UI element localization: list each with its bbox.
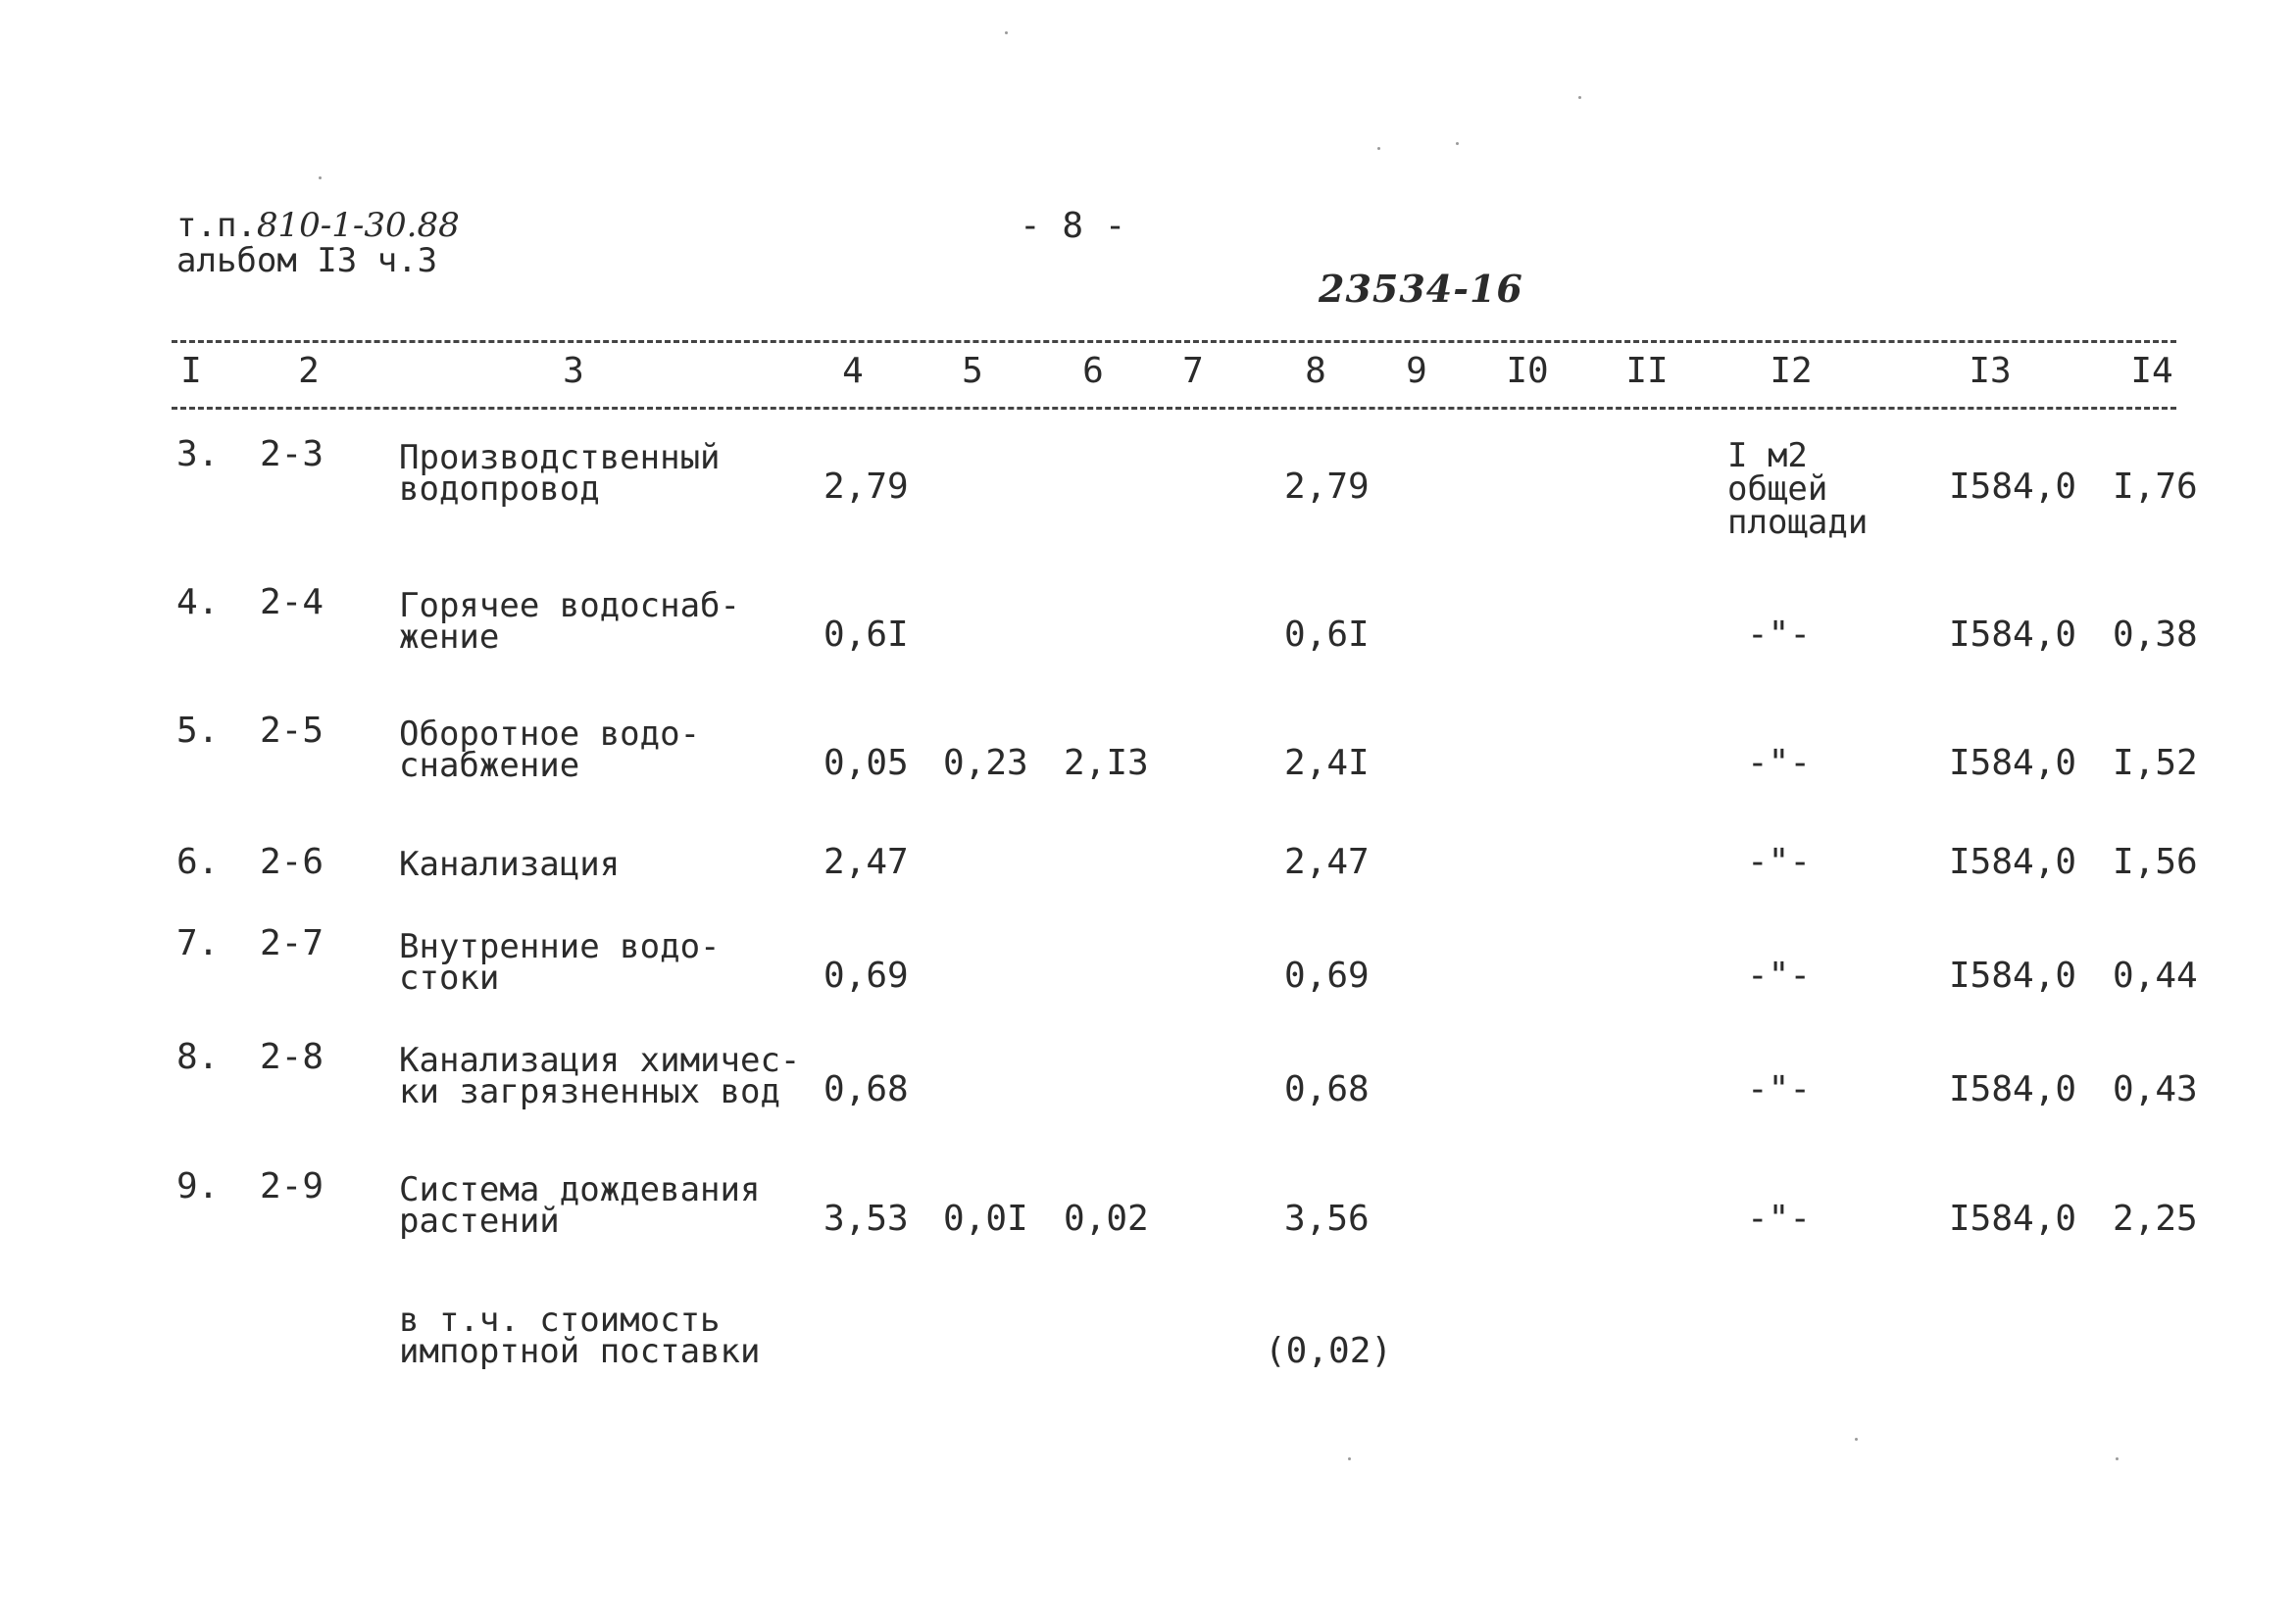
unit-line: площади — [1727, 503, 1869, 542]
table-header-rule — [172, 407, 2176, 410]
col4-value: 2,47 — [823, 842, 909, 882]
project-reference — [176, 206, 460, 245]
row-code: 2-3 — [260, 434, 324, 474]
project-prefix: т.п. — [176, 206, 257, 245]
column-header: 8 — [1305, 351, 1326, 391]
row-code: 2-6 — [260, 842, 324, 882]
row-title-line: снабжение — [399, 746, 580, 785]
col13-value: I584,0 — [1949, 1069, 2077, 1109]
col8-value: 3,56 — [1284, 1199, 1370, 1239]
note-text-line: импортной поставки — [399, 1332, 761, 1371]
row-title-line: Канализация — [399, 845, 621, 884]
row-number: 9. — [176, 1166, 220, 1206]
row-number: 4. — [176, 582, 220, 622]
row-title-line: Система дождевания — [399, 1170, 761, 1209]
row-number: 6. — [176, 842, 220, 882]
column-header: 5 — [962, 351, 983, 391]
row-title-line: стоки — [399, 959, 500, 998]
ditto-mark: -"- — [1747, 842, 1812, 882]
col14-value: 0,38 — [2113, 615, 2198, 655]
col13-value: I584,0 — [1949, 842, 2077, 882]
column-header: 4 — [842, 351, 864, 391]
document-code-handwritten: 23534-16 — [1319, 267, 1523, 311]
row-title-line: Оборотное водо- — [399, 714, 701, 754]
col4-value: 3,53 — [823, 1199, 909, 1239]
album-reference: альбом I3 ч.3 — [176, 241, 438, 280]
col14-value: I,52 — [2113, 743, 2198, 783]
row-title-line: жение — [399, 617, 500, 657]
scan-speck — [1005, 31, 1008, 34]
col13-value: I584,0 — [1949, 743, 2077, 783]
column-header: 9 — [1406, 351, 1427, 391]
row-title-line: водопровод — [399, 469, 600, 509]
column-header: II — [1625, 351, 1669, 391]
col5-value: 0,23 — [943, 743, 1028, 783]
column-header: 7 — [1182, 351, 1204, 391]
row-title-line: ки загрязненных вод — [399, 1072, 780, 1111]
row-code: 2-4 — [260, 582, 324, 622]
col4-value: 0,69 — [823, 956, 909, 996]
row-code: 2-7 — [260, 923, 324, 963]
scan-speck — [1377, 147, 1380, 150]
row-title-line: Производственный — [399, 438, 721, 477]
unit-line: общей — [1727, 469, 1828, 509]
scan-speck — [2116, 1457, 2119, 1460]
row-number: 8. — [176, 1037, 220, 1077]
col5-value: 0,0I — [943, 1199, 1028, 1239]
column-header: 3 — [563, 351, 584, 391]
col14-value: I,76 — [2113, 467, 2198, 507]
col13-value: I584,0 — [1949, 615, 2077, 655]
col14-value: I,56 — [2113, 842, 2198, 882]
col8-value: 2,79 — [1284, 467, 1370, 507]
col4-value: 0,6I — [823, 615, 909, 655]
column-header: 6 — [1082, 351, 1104, 391]
column-header: I2 — [1770, 351, 1813, 391]
row-title-line: Горячее водоснаб- — [399, 586, 740, 625]
col14-value: 2,25 — [2113, 1199, 2198, 1239]
ditto-mark: -"- — [1747, 956, 1812, 996]
row-title-line: Внутренние водо- — [399, 927, 721, 966]
col6-value: 2,I3 — [1064, 743, 1149, 783]
note-text-line: в т.ч. стоимость — [399, 1301, 721, 1340]
scan-speck — [319, 176, 322, 179]
column-header: I4 — [2130, 351, 2173, 391]
col8-value: 0,68 — [1284, 1069, 1370, 1109]
row-code: 2-9 — [260, 1166, 324, 1206]
col14-value: 0,44 — [2113, 956, 2198, 996]
project-number-handwritten: 810-1-30.88 — [256, 206, 460, 245]
col6-value: 0,02 — [1064, 1199, 1149, 1239]
col4-value: 0,68 — [823, 1069, 909, 1109]
col8-value: 0,69 — [1284, 956, 1370, 996]
col8-value: 0,6I — [1284, 615, 1370, 655]
table-top-rule — [172, 340, 2176, 343]
column-header: I — [180, 351, 202, 391]
col4-value: 0,05 — [823, 743, 909, 783]
col13-value: I584,0 — [1949, 956, 2077, 996]
column-header: 2 — [298, 351, 320, 391]
scan-speck — [1855, 1438, 1858, 1441]
row-code: 2-8 — [260, 1037, 324, 1077]
col13-value: I584,0 — [1949, 467, 2077, 507]
column-header: I3 — [1969, 351, 2012, 391]
col8-value: 2,4I — [1284, 743, 1370, 783]
unit-line: I м2 — [1727, 436, 1808, 475]
ditto-mark: -"- — [1747, 743, 1812, 783]
row-number: 7. — [176, 923, 220, 963]
col13-value: I584,0 — [1949, 1199, 2077, 1239]
row-title-line: Канализация химичес- — [399, 1041, 801, 1080]
column-header: I0 — [1506, 351, 1549, 391]
note-value: (0,02) — [1265, 1331, 1393, 1371]
ditto-mark: -"- — [1747, 615, 1812, 655]
row-number: 5. — [176, 711, 220, 751]
row-number: 3. — [176, 434, 220, 474]
page-number: - 8 - — [1020, 206, 1126, 246]
col14-value: 0,43 — [2113, 1069, 2198, 1109]
scan-speck — [1348, 1457, 1351, 1460]
scan-speck — [1578, 96, 1581, 99]
row-title-line: растений — [399, 1202, 560, 1241]
row-code: 2-5 — [260, 711, 324, 751]
scan-speck — [1456, 142, 1459, 145]
col4-value: 2,79 — [823, 467, 909, 507]
ditto-mark: -"- — [1747, 1069, 1812, 1109]
col8-value: 2,47 — [1284, 842, 1370, 882]
ditto-mark: -"- — [1747, 1199, 1812, 1239]
